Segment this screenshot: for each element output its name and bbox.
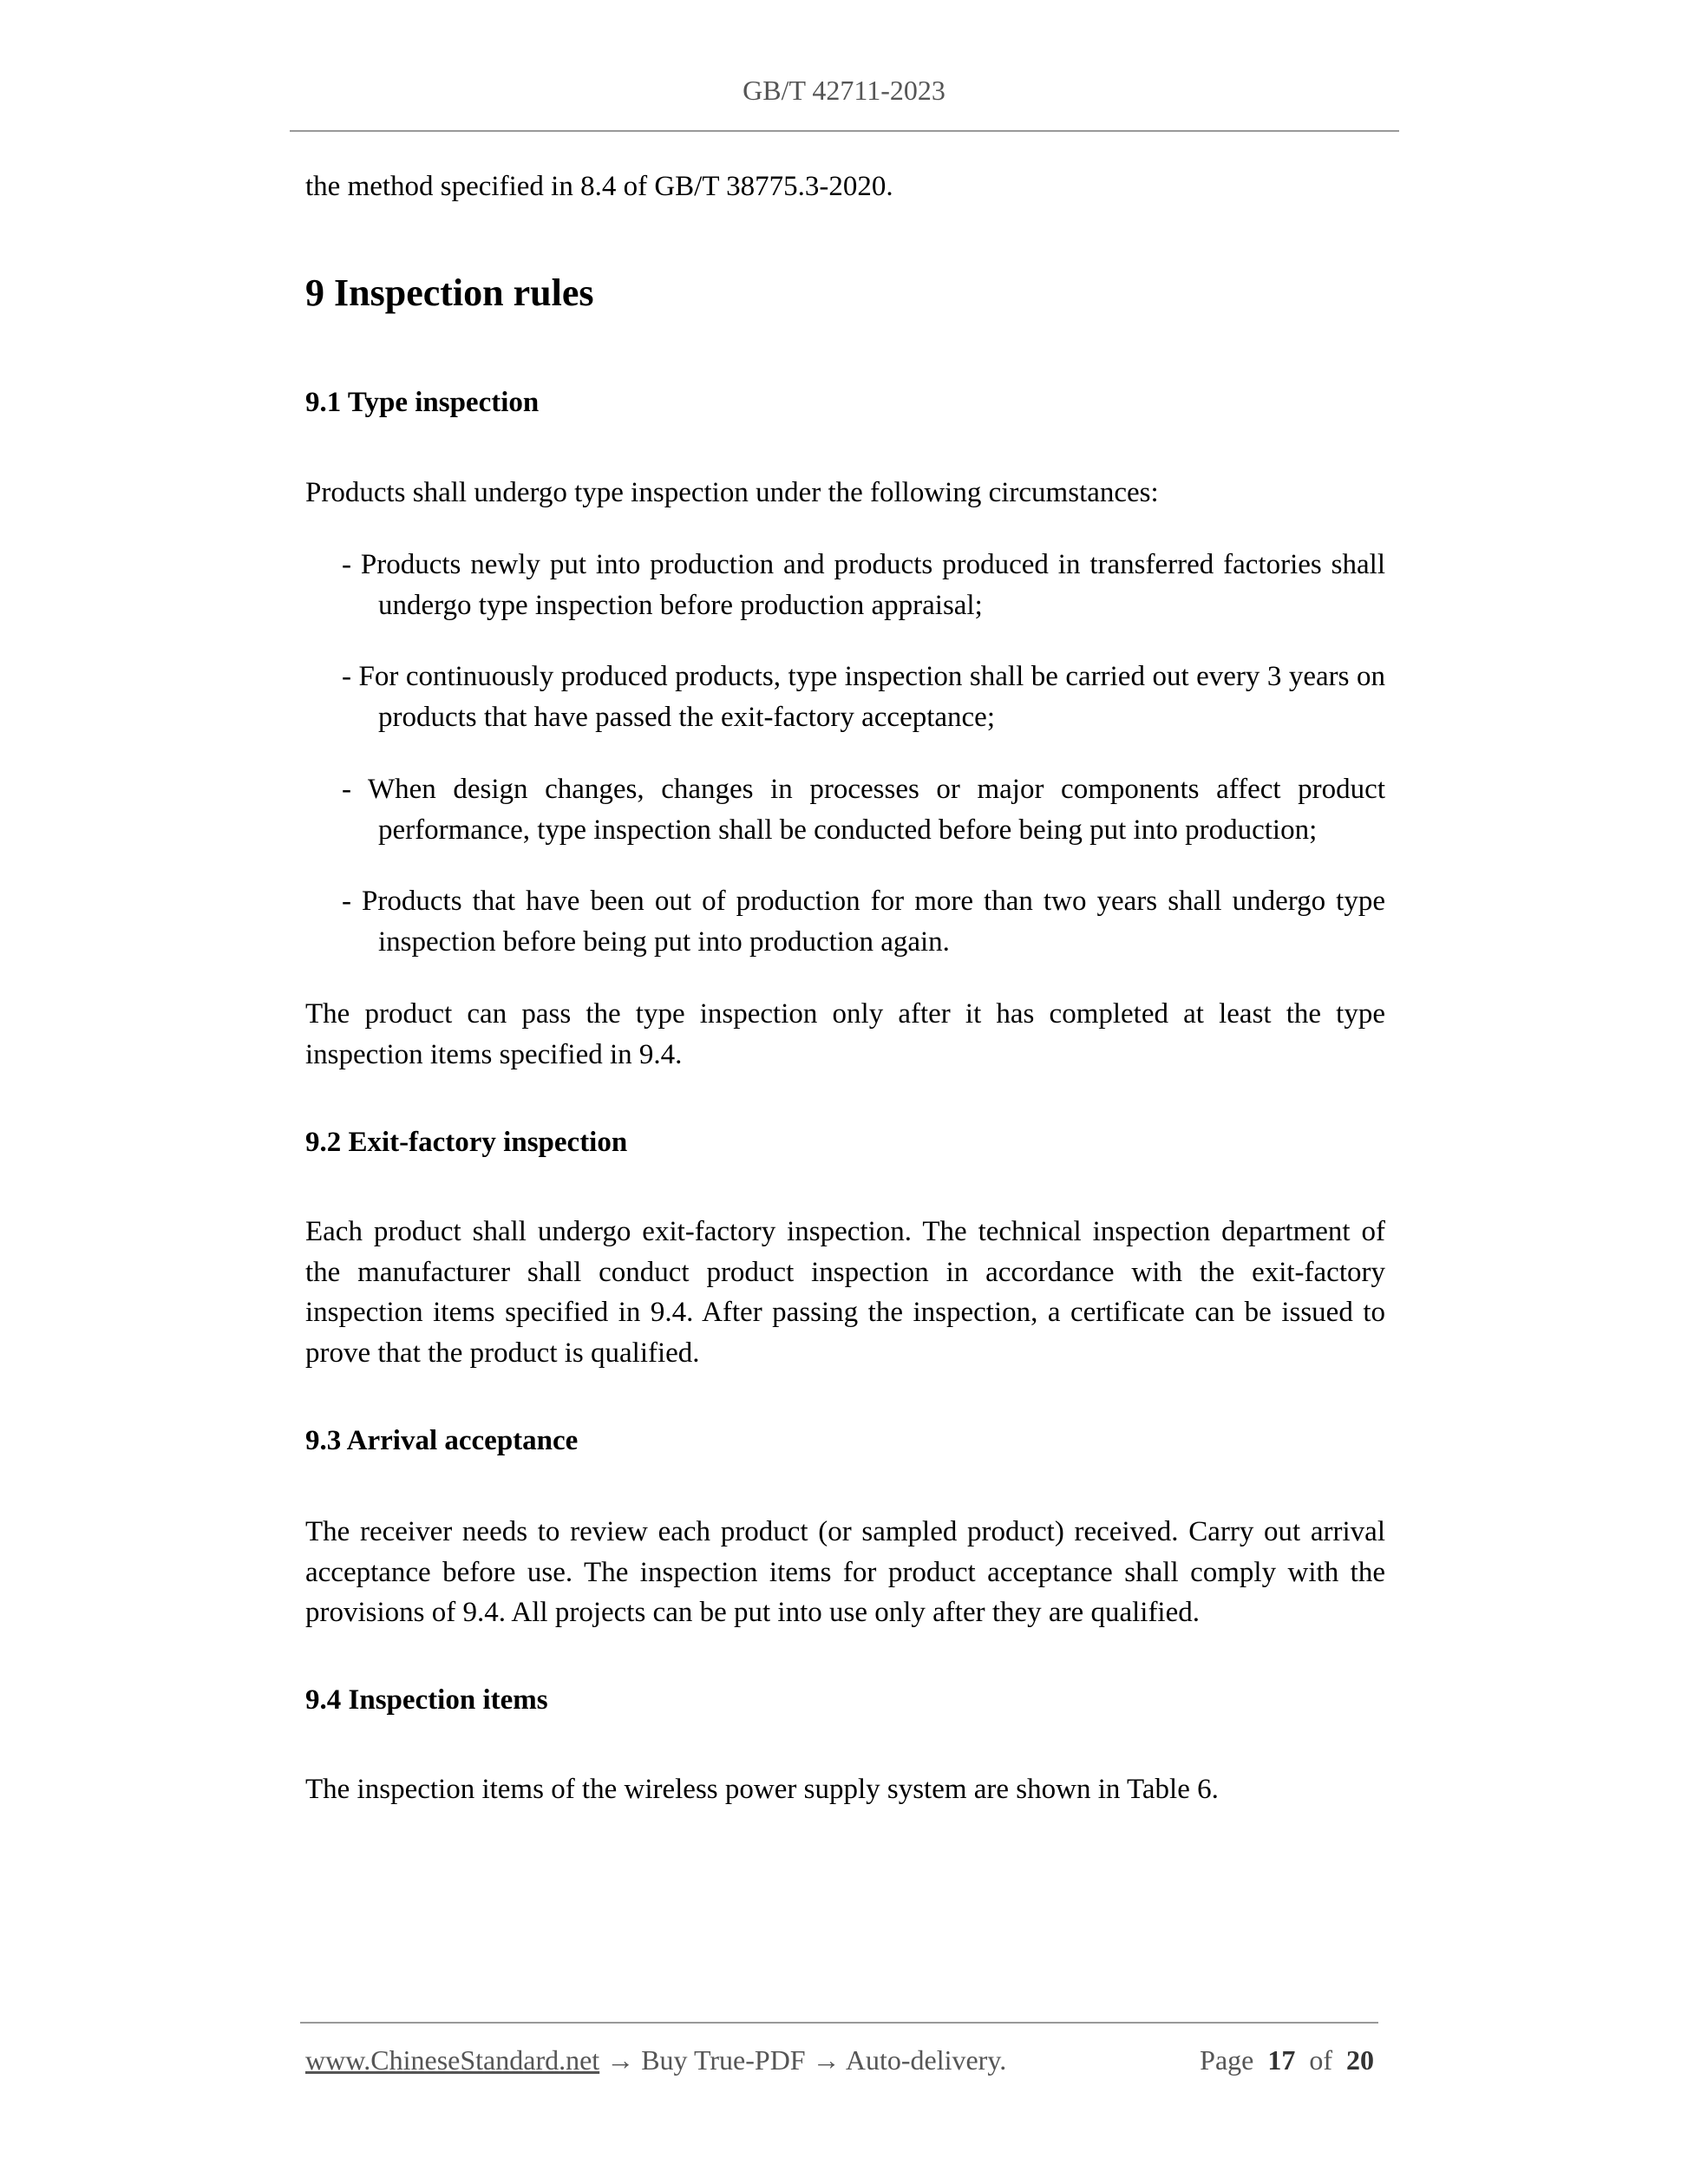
total-pages: 20	[1346, 2044, 1374, 2076]
list-item: - When design changes, changes in processes or major components affect product performance, type inspection shall be conducted before being put into production;	[342, 774, 1385, 846]
paragraph-9-3: The receiver needs to review each product (or sampled product) received. Carry out arrival acceptance before use. The inspection items for product acceptance shall comply with the provisions of 9.4. All projects can be put into use only after they are qualified.	[305, 1516, 1385, 1629]
section-heading-9: 9 Inspection rules	[305, 271, 594, 314]
footer-promo	[305, 2044, 1006, 2076]
current-page: 17	[1267, 2044, 1296, 2076]
paragraph-9-4: The inspection items of the wireless power supply system are shown in Table 6.	[305, 1774, 1219, 1805]
list-item: - For continuously produced products, type inspection shall be carried out every 3 years on products that have passed the exit-factory acceptance;	[342, 661, 1385, 733]
document-header-id: GB/T 42711-2023	[743, 75, 945, 106]
subsection-heading-9-4: 9.4 Inspection items	[305, 1684, 548, 1716]
paragraph-continuation: the method specified in 8.4 of GB/T 38775.3-2020.	[305, 171, 893, 202]
website-link[interactable]: www.ChineseStandard.net	[305, 2044, 600, 2076]
of-label: of	[1309, 2044, 1332, 2076]
subsection-heading-9-3: 9.3 Arrival acceptance	[305, 1425, 579, 1456]
page-indicator	[1200, 2044, 1374, 2076]
subsection-heading-9-1: 9.1 Type inspection	[305, 387, 540, 418]
paragraph-9-1-intro: Products shall undergo type inspection under the following circumstances:	[305, 477, 1159, 508]
list-item: - Products newly put into production and products produced in transferred factories shall undergo type inspection before production appraisal;	[342, 549, 1385, 621]
subsection-heading-9-2: 9.2 Exit-factory inspection	[305, 1127, 628, 1158]
page-label: Page	[1200, 2044, 1254, 2076]
paragraph-9-2: Each product shall undergo exit-factory inspection. The technical inspection department of the manufacturer shall conduct product inspection in accordance with the exit-factory inspection items specified in 9.4. After passing the inspection, a certificate can be issued to prove that the product is qualified.	[305, 1216, 1385, 1369]
footer-promo-text: → Buy True-PDF → Auto-delivery.	[599, 2044, 1007, 2076]
header-divider	[290, 130, 1399, 132]
list-item: - Products that have been out of production for more than two years shall undergo type inspection before being put into production again.	[342, 886, 1385, 958]
footer-divider	[300, 2022, 1378, 2024]
paragraph-9-1-conclusion: The product can pass the type inspection only after it has completed at least the type inspection items specified in 9.4.	[305, 998, 1385, 1070]
